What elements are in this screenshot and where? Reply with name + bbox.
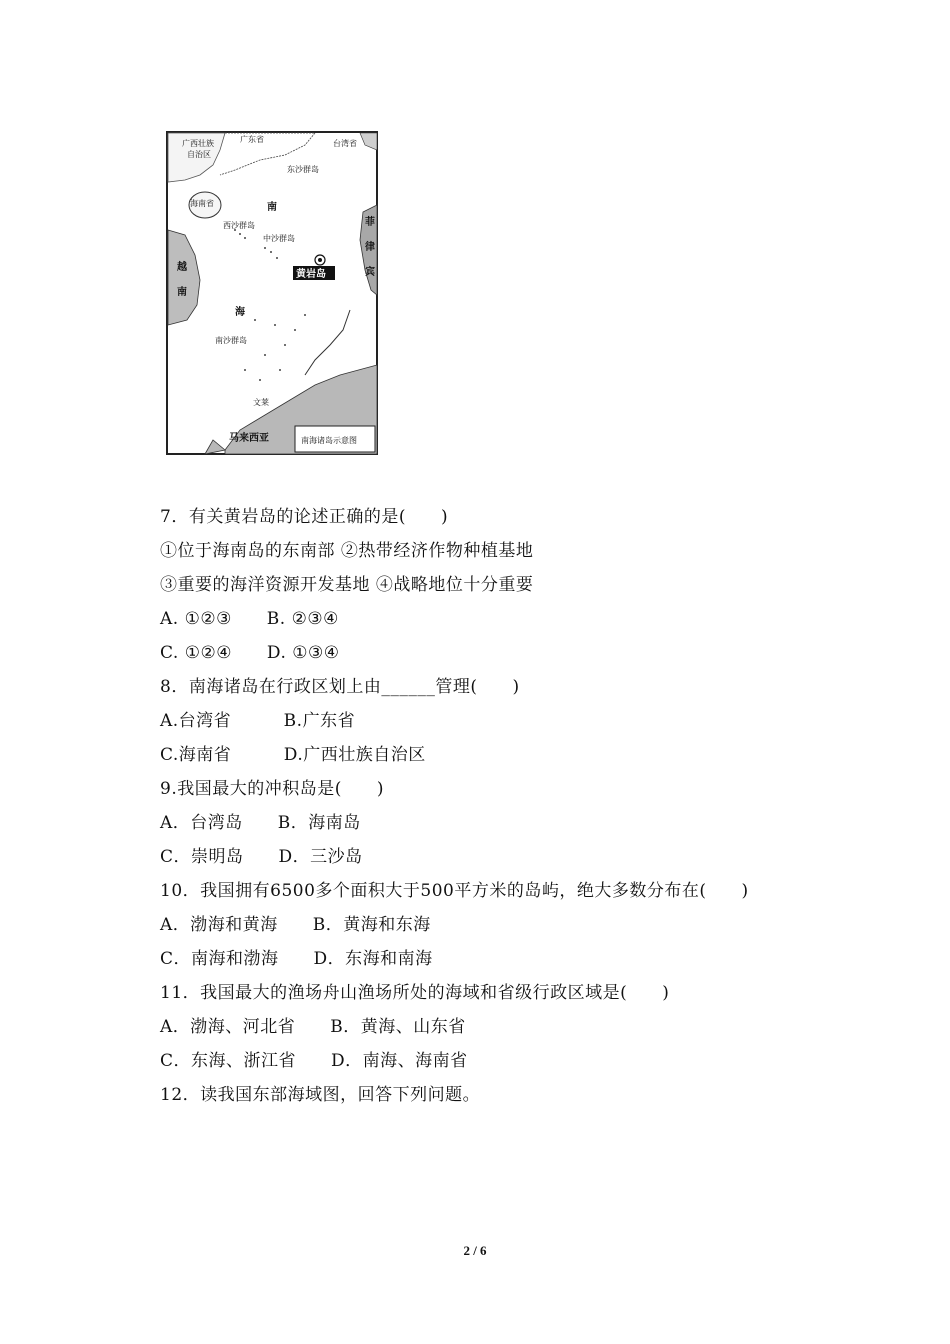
q7-statements-3-4: ③重要的海洋资源开发基地 ④战略地位十分重要 — [160, 575, 534, 595]
map-label-nansha: 南沙群岛 — [215, 336, 247, 345]
q7-statements-1-2: ①位于海南岛的东南部 ②热带经济作物种植基地 — [160, 541, 534, 561]
question-list — [160, 500, 860, 1112]
map-label-fei: 菲 — [365, 217, 375, 228]
map-label-xisha: 西沙群岛 — [223, 221, 255, 230]
map-label-malaixiya: 马来西亚 — [229, 433, 269, 444]
q9-options-cd: C．崇明岛 D．三沙岛 — [160, 847, 363, 867]
q10-options-cd: C．南海和渤海 D．东海和南海 — [160, 949, 433, 969]
q11-stem: 11．我国最大的渔场舟山渔场所处的海域和省级行政区域是( ) — [160, 983, 670, 1003]
q12-stem: 12．读我国东部海域图，回答下列问题。 — [160, 1085, 481, 1105]
q11-options-ab: A．渤海、河北省 B．黄海、山东省 — [160, 1017, 466, 1037]
q8-options-cd: C.海南省 D.广西壮族自治区 — [160, 745, 426, 765]
q10-options-ab: A．渤海和黄海 B．黄海和东海 — [160, 915, 431, 935]
page-number: 2 / 6 — [463, 1243, 487, 1258]
map-label-hai: 海 — [235, 307, 245, 318]
map-label-hainan: 海南省 — [190, 199, 214, 208]
q11-options-cd: C．东海、浙江省 D．南海、海南省 — [160, 1051, 468, 1071]
map-label-zhongsha: 中沙群岛 — [263, 234, 295, 243]
q7-options-ab: A. ①②③ B. ②③④ — [160, 609, 339, 629]
q9-options-ab: A．台湾岛 B．海南岛 — [160, 813, 361, 833]
map-caption: 南海诸岛示意图 — [301, 436, 357, 445]
q9-stem: 9.我国最大的冲积岛是( ) — [160, 779, 384, 799]
map-label-nan: 南 — [267, 202, 277, 213]
map-label-yue-nan: 南 — [177, 287, 187, 298]
south-china-sea-map — [165, 130, 390, 475]
map-label-lv: 律 — [365, 242, 375, 253]
map-label-dongsha: 东沙群岛 — [287, 165, 319, 174]
map-label-bin: 宾 — [365, 267, 375, 278]
q8-stem: 8．南海诸岛在行政区划上由______管理( ) — [160, 677, 520, 697]
q10-stem: 10．我国拥有6500多个面积大于500平方米的岛屿，绝大多数分布在( ) — [160, 881, 749, 901]
map-label-guangxi-1: 广西壮族 — [182, 139, 214, 148]
map-label-wenlai: 文莱 — [253, 398, 269, 407]
map-label-yue: 越 — [177, 262, 187, 273]
q7-options-cd: C. ①②④ D. ①③④ — [160, 643, 340, 663]
map-label-taiwan: 台湾省 — [333, 139, 357, 148]
map-label-huangyan: 黄岩岛 — [296, 269, 326, 280]
q7-stem: 7．有关黄岩岛的论述正确的是( ) — [160, 507, 449, 527]
map-label-guangdong: 广东省 — [240, 135, 264, 144]
map-label-guangxi-2: 自治区 — [187, 150, 211, 159]
q8-options-ab: A.台湾省 B.广东省 — [160, 711, 356, 731]
